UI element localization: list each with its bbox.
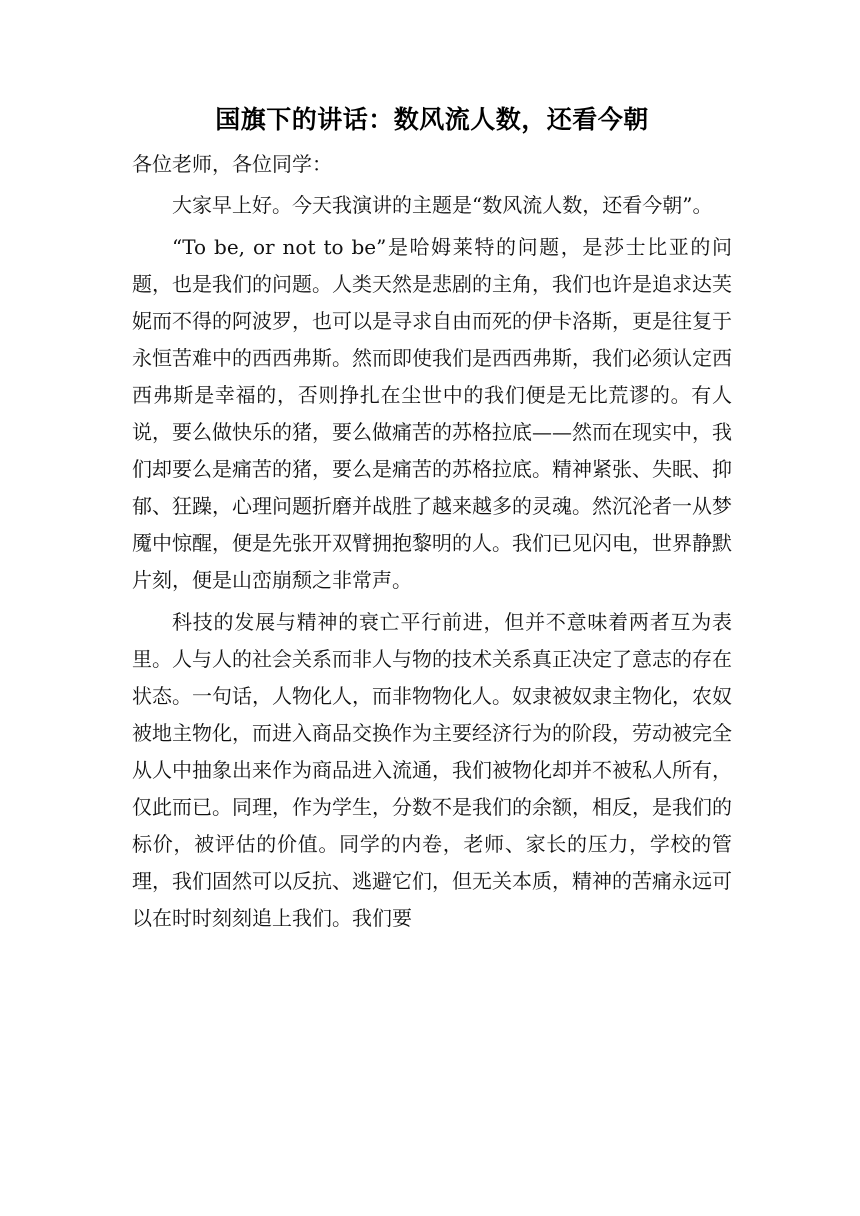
paragraph-technology: 科技的发展与精神的衰亡平行前进，但并不意味着两者互为表里。人与人的社会关系而非人与物的技术关系真正决定了意志的存在状态。一句话，人物化人，而非物物化人。奴隶被奴隶主物化，农奴被地主物化，而进入商品交换作为主要经济行为的阶段，劳动被完全从人中抽象出来作为商品进入流通，我们被物化却并不被私人所有，仅此而已。同理，作为学生，分数不是我们的余额，相反，是我们的标价，被评估的价值。同学的内卷，老师、家长的压力，学校的管理，我们固然可以反抗、逃避它们，但无关本质，精神的苦痛永远可以在时时刻刻追上我们。我们要 <box>132 610 732 930</box>
paragraph-hamlet: “To be, or not to be”是哈姆莱特的问题，是莎士比亚的问题，也是我们的问题。人类天然是悲剧的主角，我们也许是追求达芙妮而不得的阿波罗，也可以是寻求自由而死的伊卡洛斯，更是往复于永恒苦难中的西西弗斯。然而即使我们是西西弗斯，我们必须认定西西弗斯是幸福的，否则挣扎在尘世中的我们便是无比荒谬的。有人说，要么做快乐的猪，要么做痛苦的苏格拉底——然而在现实中，我们却要么是痛苦的猪，要么是痛苦的苏格拉底。精神紧张、失眠、抑郁、狂躁，心理问题折磨并战胜了越来越多的灵魂。然沉沦者一从梦魇中惊醒，便是先张开双臂拥抱黎明的人。我们已见闪电，世界静默片刻，便是山峦崩颓之非常声。 <box>132 235 732 592</box>
paragraph-greeting: 大家早上好。今天我演讲的主题是“数风流人数，还看今朝”。 <box>172 193 713 217</box>
document-page <box>132 100 732 937</box>
speech-title: 国旗下的讲话：数风流人数，还看今朝 <box>215 105 649 134</box>
salutation: 各位老师，各位同学： <box>132 152 332 176</box>
